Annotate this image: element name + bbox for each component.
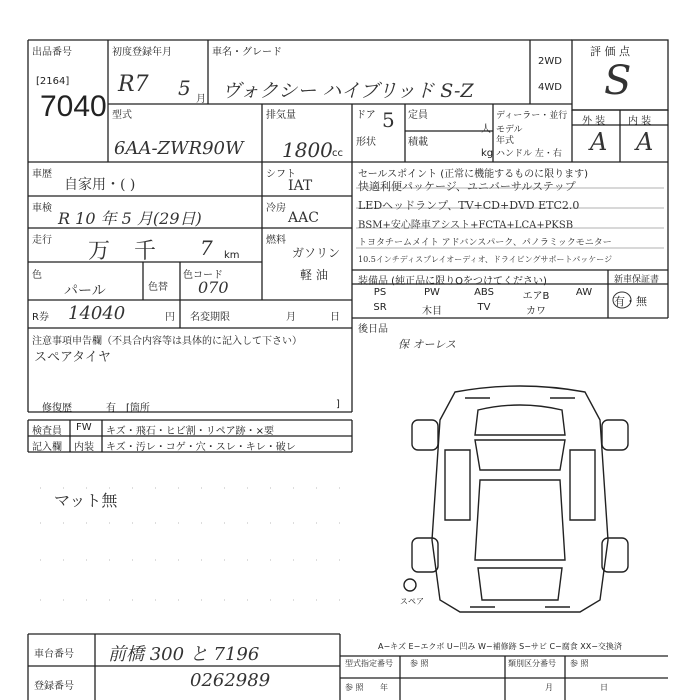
reg-label: 登録番号 bbox=[34, 681, 74, 692]
interior-label: 内装 bbox=[74, 442, 94, 453]
repair-place: [箇所 bbox=[126, 403, 150, 414]
name-change-label: 名変期限 bbox=[190, 312, 230, 323]
sales-line-3: BSM+安心降車アシスト+FCTA+LCA+PKSB bbox=[358, 220, 574, 231]
displacement-unit: cc bbox=[332, 148, 343, 159]
mileage-label: 走行 bbox=[32, 235, 52, 246]
type-label: 型式指定番号 bbox=[345, 659, 393, 668]
load-unit: kg bbox=[481, 148, 494, 159]
model-label: 型式 bbox=[112, 110, 132, 121]
notes-label: 注意事項申告欄（不具合内容等は具体的に記入して下さい） bbox=[32, 336, 302, 347]
type-sub: 参 照 bbox=[410, 659, 429, 668]
handle-label: ハンドル 左・右 bbox=[496, 149, 562, 159]
ac-value: AAC bbox=[288, 210, 319, 226]
shift-value: IAT bbox=[288, 178, 313, 194]
int-value: A bbox=[636, 128, 654, 156]
equip-wood: 木目 bbox=[422, 306, 442, 317]
place-label: 参 照 bbox=[345, 683, 364, 692]
mileage-unit: km bbox=[224, 250, 240, 261]
equip-abs: ABS bbox=[474, 287, 494, 298]
displacement-value: 1800 bbox=[282, 138, 333, 162]
recycle-value: 14040 bbox=[68, 303, 126, 324]
displacement-label: 排気量 bbox=[266, 110, 296, 121]
sales-line-5: 10.5インチディスプレイオーディオ、ドライビングサポートパッケージ bbox=[358, 255, 613, 264]
color-code-label: 色コード bbox=[183, 270, 223, 281]
day-unit: 日 bbox=[330, 312, 340, 323]
door-label: ドア bbox=[356, 110, 376, 121]
first-reg-year: R7 bbox=[118, 72, 149, 97]
color-value: パール bbox=[64, 283, 106, 299]
equip-tv: TV bbox=[477, 302, 491, 313]
inspection-memo: マット無 bbox=[54, 491, 118, 510]
fuel-gasoline: ガソリン bbox=[292, 246, 341, 260]
spare-label: スペア bbox=[400, 597, 424, 606]
name-label: 車名・グレード bbox=[212, 47, 282, 58]
equip-sr: SR bbox=[373, 302, 387, 313]
mileage-value: 7 bbox=[200, 236, 213, 260]
first-reg-label: 初度登録年月 bbox=[112, 47, 172, 58]
color-change-label: 色替 bbox=[148, 282, 168, 293]
month-unit: 月 bbox=[286, 312, 296, 323]
history-value: 自家用・( ) bbox=[64, 177, 136, 193]
year-label: 年式 bbox=[496, 136, 515, 146]
score-label: 評 価 点 bbox=[590, 45, 630, 58]
class-label: 類別区分番号 bbox=[508, 659, 556, 668]
reg-value: 0262989 bbox=[190, 670, 271, 691]
date-year: 年 bbox=[380, 683, 388, 692]
equip-ps: PS bbox=[373, 287, 387, 298]
date-day: 日 bbox=[600, 683, 608, 692]
sales-line-2: LEDヘッドランプ、TV+CD+DVD ETC2.0 bbox=[358, 199, 580, 212]
ac-label: 冷房 bbox=[266, 203, 286, 214]
model-value: 6AA-ZWR90W bbox=[114, 138, 244, 159]
color-code-value: 070 bbox=[198, 278, 229, 297]
drive-2wd: 2WD bbox=[538, 56, 562, 67]
after-label: 後日品 bbox=[358, 324, 388, 335]
model-year-label: モデル bbox=[496, 125, 523, 135]
fw-items: キズ・飛石・ヒビ割・リペア跡・×要 bbox=[106, 426, 274, 437]
recycle-label: R券 bbox=[32, 312, 49, 323]
color-label: 色 bbox=[32, 270, 42, 281]
lot-number: 7040 bbox=[40, 90, 107, 123]
new-warranty-label: 新車保証書 bbox=[614, 275, 660, 285]
lot-label: 出品番号 bbox=[32, 47, 72, 58]
inspector-label-1: 検査員 bbox=[32, 426, 62, 437]
int-label: 内 装 bbox=[628, 116, 652, 127]
interior-items: キズ・汚レ・コゲ・穴・スレ・キレ・破レ bbox=[106, 442, 296, 453]
sales-header: セールスポイント (正常に機能するものに限ります) bbox=[358, 169, 589, 180]
plate-value: 前橋 300 と 7196 bbox=[108, 644, 260, 665]
equip-pw: PW bbox=[424, 287, 440, 298]
lot-sub: [2164] bbox=[36, 76, 70, 87]
first-reg-month-unit: 月 bbox=[196, 94, 206, 105]
mileage-man: 万 bbox=[88, 239, 111, 264]
new-warranty-value: 有・無 bbox=[614, 295, 647, 308]
recycle-unit: 円 bbox=[165, 312, 175, 323]
notes-value: スペアタイヤ bbox=[34, 350, 111, 365]
drive-4wd: 4WD bbox=[538, 82, 562, 93]
class-sub: 参 照 bbox=[570, 659, 589, 668]
equip-airbag: エアB bbox=[522, 291, 550, 302]
sales-line-4: トヨタチームメイト アドバンスパーク、パノラミックモニター bbox=[358, 238, 612, 248]
door-value: 5 bbox=[382, 108, 395, 132]
date-month: 月 bbox=[545, 683, 553, 692]
fuel-label: 燃料 bbox=[266, 235, 286, 246]
after-value: 保 オーレス bbox=[398, 338, 456, 351]
repair-close: ] bbox=[336, 399, 340, 410]
shape-label: 形状 bbox=[356, 137, 376, 148]
inspection-value: R 10 年 5 月(29日) bbox=[58, 209, 202, 228]
damage-legend: A−キズ E−エクボ U−凹み W−補修跡 S−サビ C−腐食 XX−交換済 bbox=[378, 642, 622, 651]
repair-have: 有 bbox=[106, 403, 116, 414]
name-value: ヴォクシー ハイブリッド S-Z bbox=[222, 80, 474, 102]
inspection-label: 車検 bbox=[32, 203, 52, 214]
repair-label: 修復歴 bbox=[42, 403, 72, 414]
equip-leather: カワ bbox=[526, 306, 546, 317]
capacity-unit: 人 bbox=[481, 124, 491, 135]
ext-value: A bbox=[590, 128, 608, 156]
equipment-header: 装備品 (純正品に限りOをつけてください) bbox=[358, 276, 547, 287]
dealer-label: ディーラー・並行 bbox=[496, 111, 568, 121]
capacity-label: 定員 bbox=[408, 110, 428, 121]
load-label: 積載 bbox=[408, 137, 428, 148]
equip-aw: AW bbox=[575, 287, 593, 298]
fw-label: FW bbox=[76, 422, 92, 433]
ext-label: 外 装 bbox=[582, 116, 606, 127]
sales-line-1: 快適利便パッケージ、ユニバーサルステップ bbox=[358, 180, 576, 193]
score-value: S bbox=[604, 58, 632, 104]
inspector-label-2: 記入欄 bbox=[32, 442, 62, 453]
plate-label: 車台番号 bbox=[34, 649, 74, 660]
history-label: 車歴 bbox=[32, 169, 52, 180]
fuel-diesel: 軽 油 bbox=[300, 268, 328, 282]
first-reg-month: 5 bbox=[178, 76, 191, 100]
shift-label: シフト bbox=[266, 169, 296, 180]
mileage-sen: 千 bbox=[134, 239, 157, 264]
